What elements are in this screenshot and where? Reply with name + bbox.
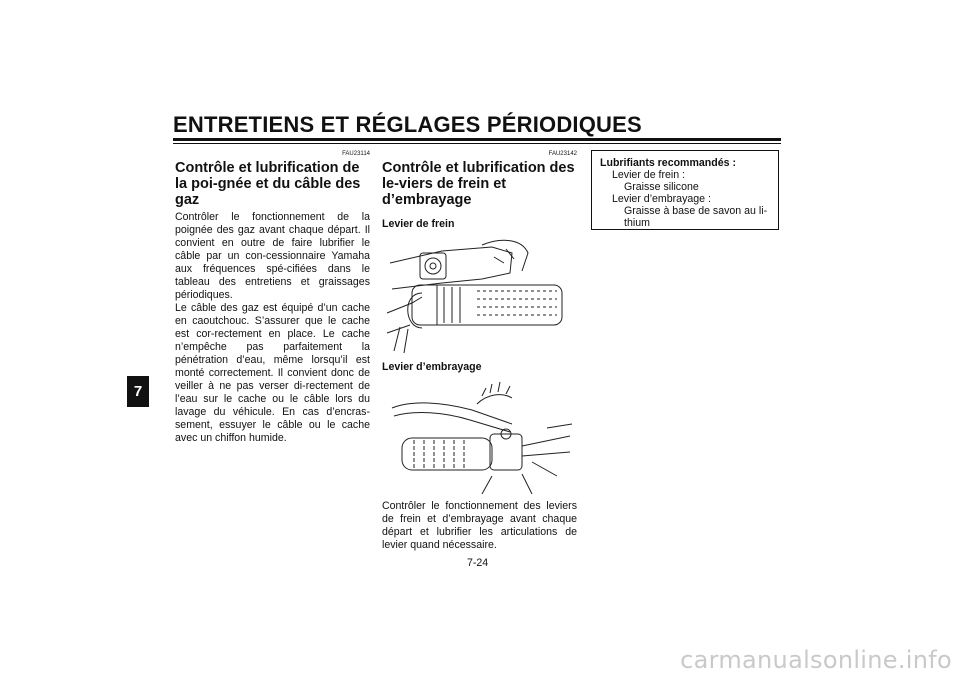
page-number: 7-24 xyxy=(467,557,489,569)
chapter-tab: 7 xyxy=(127,376,149,407)
throttle-paragraph-2: Le câble des gaz est équipé d’un cache en caoutchouc. S’assurer que le cache est cor-rectement en place. Le cache n’empêche pas parfaitement la pénétration d’eau, même lorsqu’il est monté correctement. Il convient donc de veiller à ne pas verser di-rectement de l’eau sur le cache ou le câble lors du lavage du véhicule. En cas d’encras-sement, essuyer le câble ou le cache avec un chiffon humide. xyxy=(175,302,370,444)
lubricant-clutch-value-1: Graisse à base de savon au li- xyxy=(624,205,768,217)
section-code: FAU23114 xyxy=(342,151,370,157)
brake-lever-illustration xyxy=(382,233,577,355)
clutch-lever-label: Levier d’embrayage xyxy=(382,361,482,373)
throttle-paragraph-1: Contrôler le fonctionnement de la poignée des gaz avant chaque départ. Il convient en outre de faire lubrifier le câble par un con-cessionnaire Yamaha aux fréquences spé-cifiées dans le tableau des entretiens et graissages périodiques. xyxy=(175,211,370,301)
brake-lever-label: Levier de frein xyxy=(382,218,455,230)
section-heading-throttle: Contrôle et lubrification de la poi-gnée et du câble des gaz xyxy=(175,160,361,208)
lubricants-title: Lubrifiants recommandés : xyxy=(600,157,736,169)
section-heading-levers: Contrôle et lubrification des le-viers de frein et d’embrayage xyxy=(382,160,575,208)
lubricant-brake-label: Levier de frein : xyxy=(612,169,686,181)
throttle-body xyxy=(175,211,370,445)
lubricant-brake-value: Graisse silicone xyxy=(624,181,699,193)
lubricants-box xyxy=(591,150,779,230)
section-code: FAU23142 xyxy=(548,151,577,157)
lubricant-clutch-value-2: thium xyxy=(624,217,650,229)
middle-column xyxy=(382,150,577,552)
lubricant-clutch-label: Levier d’embrayage : xyxy=(612,193,711,205)
watermark: carmanualsonline.info xyxy=(680,646,952,674)
levers-body: Contrôler le fonctionnement des leviers de frein et d’embrayage avant chaque départ et lubrifier les articulations de levier quand nécessaire. xyxy=(382,500,577,551)
clutch-lever-illustration xyxy=(382,376,577,496)
header-rule-thick xyxy=(173,138,781,141)
left-column xyxy=(175,150,370,445)
page-title: ENTRETIENS ET RÉGLAGES PÉRIODIQUES xyxy=(173,112,642,137)
header-rule-thin xyxy=(173,143,781,144)
